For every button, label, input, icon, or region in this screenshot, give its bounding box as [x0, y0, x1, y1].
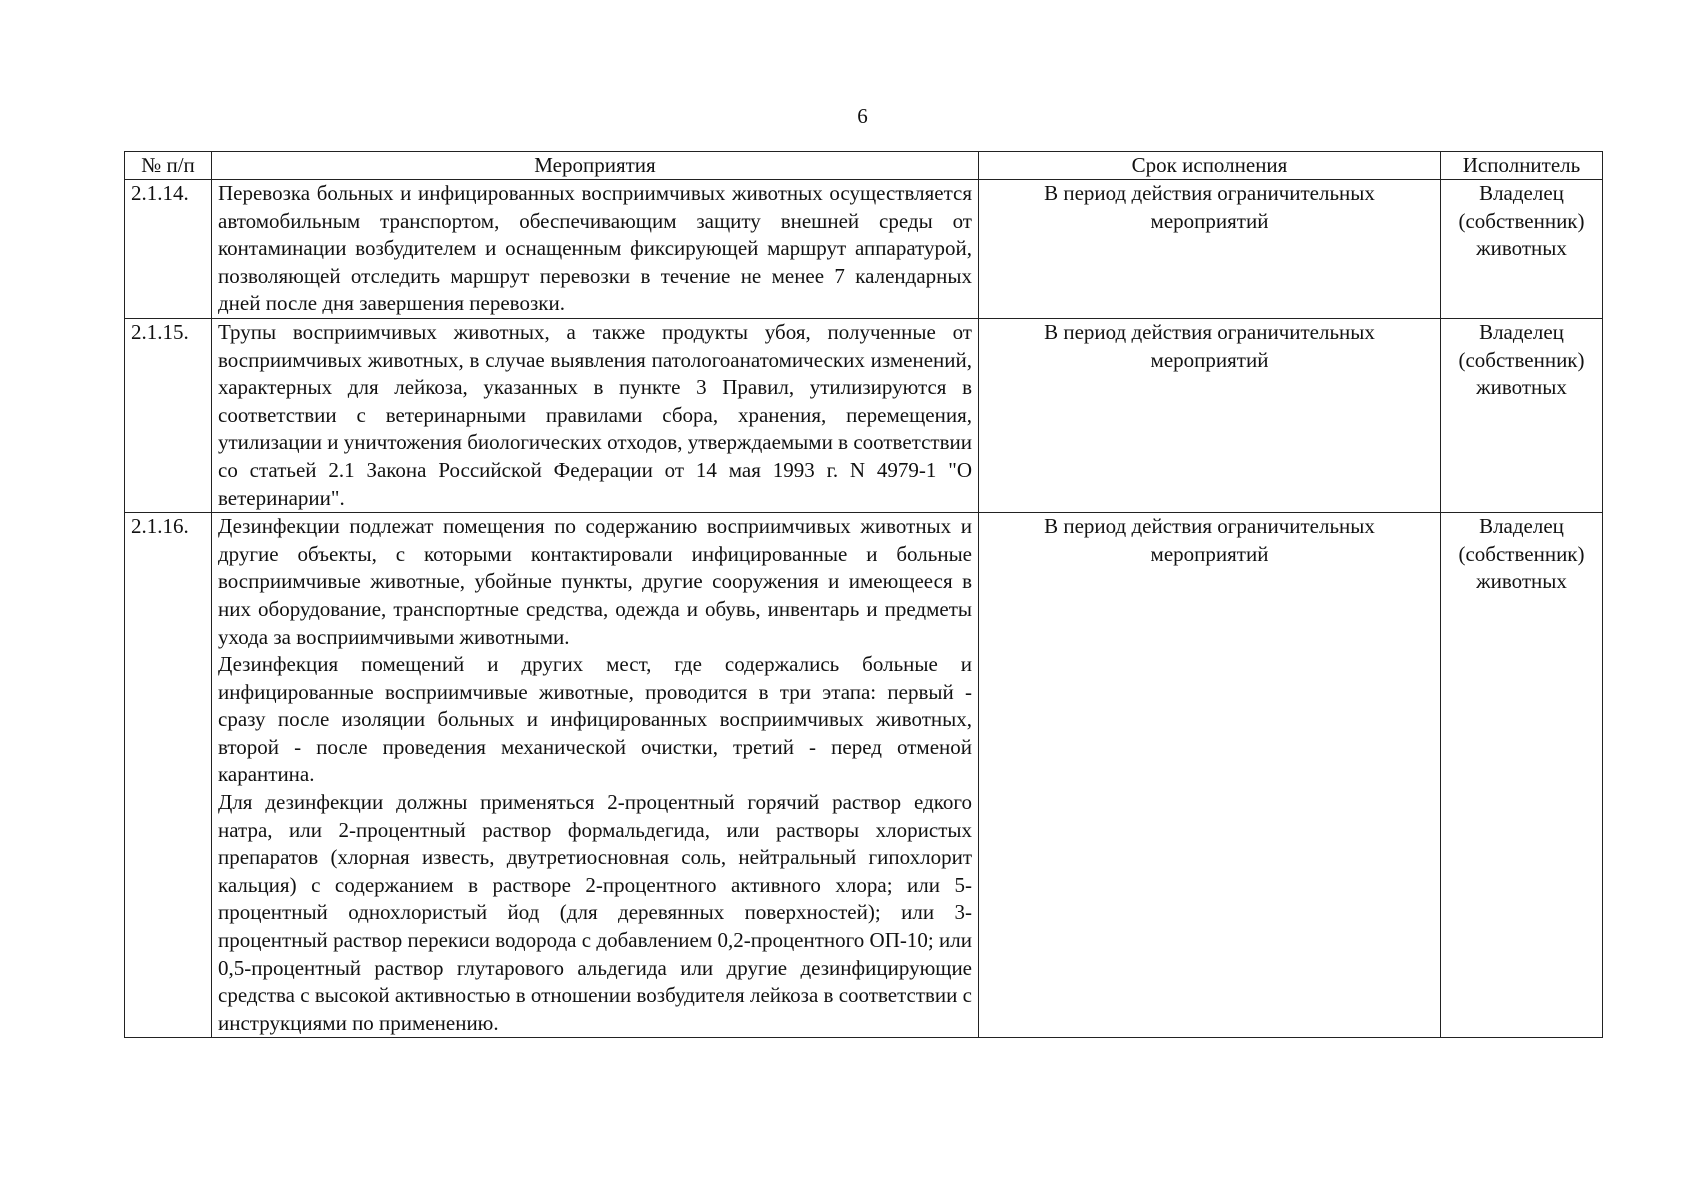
row-term: В период действия ограничительных мероприятий: [979, 318, 1441, 512]
header-num: № п/п: [125, 152, 212, 180]
header-term: Срок исполнения: [979, 152, 1441, 180]
table-row: [125, 318, 1603, 512]
row-number: 2.1.14.: [125, 180, 212, 319]
row-executor: Владелец (собственник) животных: [1441, 513, 1603, 1038]
activity-paragraph: Дезинфекция помещений и других мест, где содержались больные и инфицированные восприимчивые животные, проводится в три этапа: первый - сразу после изоляции больных и инфицированных восприимчивых животных, второй - после проведения механической очистки, третий - перед отменой карантина.: [218, 652, 972, 787]
page-number: 6: [857, 104, 868, 128]
row-activity: [212, 318, 979, 512]
table-row: [125, 180, 1603, 319]
header-executor: Исполнитель: [1441, 152, 1603, 180]
measures-table: [124, 151, 1603, 1038]
row-term: В период действия ограничительных мероприятий: [979, 180, 1441, 319]
header-activity: Мероприятия: [212, 152, 979, 180]
row-executor: Владелец (собственник) животных: [1441, 318, 1603, 512]
row-number: 2.1.16.: [125, 513, 212, 1038]
row-activity: [212, 513, 979, 1038]
row-activity: [212, 180, 979, 319]
activity-paragraph: Перевозка больных и инфицированных восприимчивых животных осуществляется автомобильным транспортом, обеспечивающим защиту внешней среды от контаминации возбудителем и оснащенным фиксирующей маршрут аппаратурой, позволяющей отследить маршрут перевозки в течение не менее 7 календарных дней после дня завершения перевозки.: [218, 181, 972, 316]
table-header-row: [125, 152, 1603, 180]
activity-paragraph: Трупы восприимчивых животных, а также продукты убоя, полученные от восприимчивых животных, в случае выявления патологоанатомических изменений, характерных для лейкоза, указанных в пункте 3 Правил, утилизируются в соответствии с ветеринарными правилами сбора, хранения, перемещения, утилизации и уничтожения биологических отходов, утверждаемыми в соответствии со статьей 2.1 Закона Российской Федерации от 14 мая 1993 г. N 4979-1 "О ветеринарии".: [218, 319, 972, 510]
row-executor: Владелец (собственник) животных: [1441, 180, 1603, 319]
table-row: [125, 513, 1603, 1038]
row-number: 2.1.15.: [125, 318, 212, 512]
activity-paragraph: Дезинфекции подлежат помещения по содержанию восприимчивых животных и другие объекты, с которыми контактировали инфицированные и больные восприимчивые животные, убойные пункты, другие сооружения и имеющееся в них оборудование, транспортные средства, одежда и обувь, инвентарь и предметы ухода за восприимчивыми животными.: [218, 514, 972, 649]
row-term: В период действия ограничительных мероприятий: [979, 513, 1441, 1038]
activity-paragraph: Для дезинфекции должны применяться 2-процентный горячий раствор едкого натра, или 2-процентный раствор формальдегида, или растворы хлористых препаратов (хлорная известь, двутретиосновная соль, нейтральный гипохлорит кальция) с содержанием в растворе 2-процентного активного хлора; или 5-процентный однохлористый йод (для деревянных поверхностей); или 3-процентный раствор перекиси водорода с добавлением 0,2-процентного ОП-10; или 0,5-процентный раствор глутарового альдегида или другие дезинфицирующие средства с высокой активностью в отношении возбудителя лейкоза в соответствии с инструкциями по применению.: [218, 790, 972, 1035]
